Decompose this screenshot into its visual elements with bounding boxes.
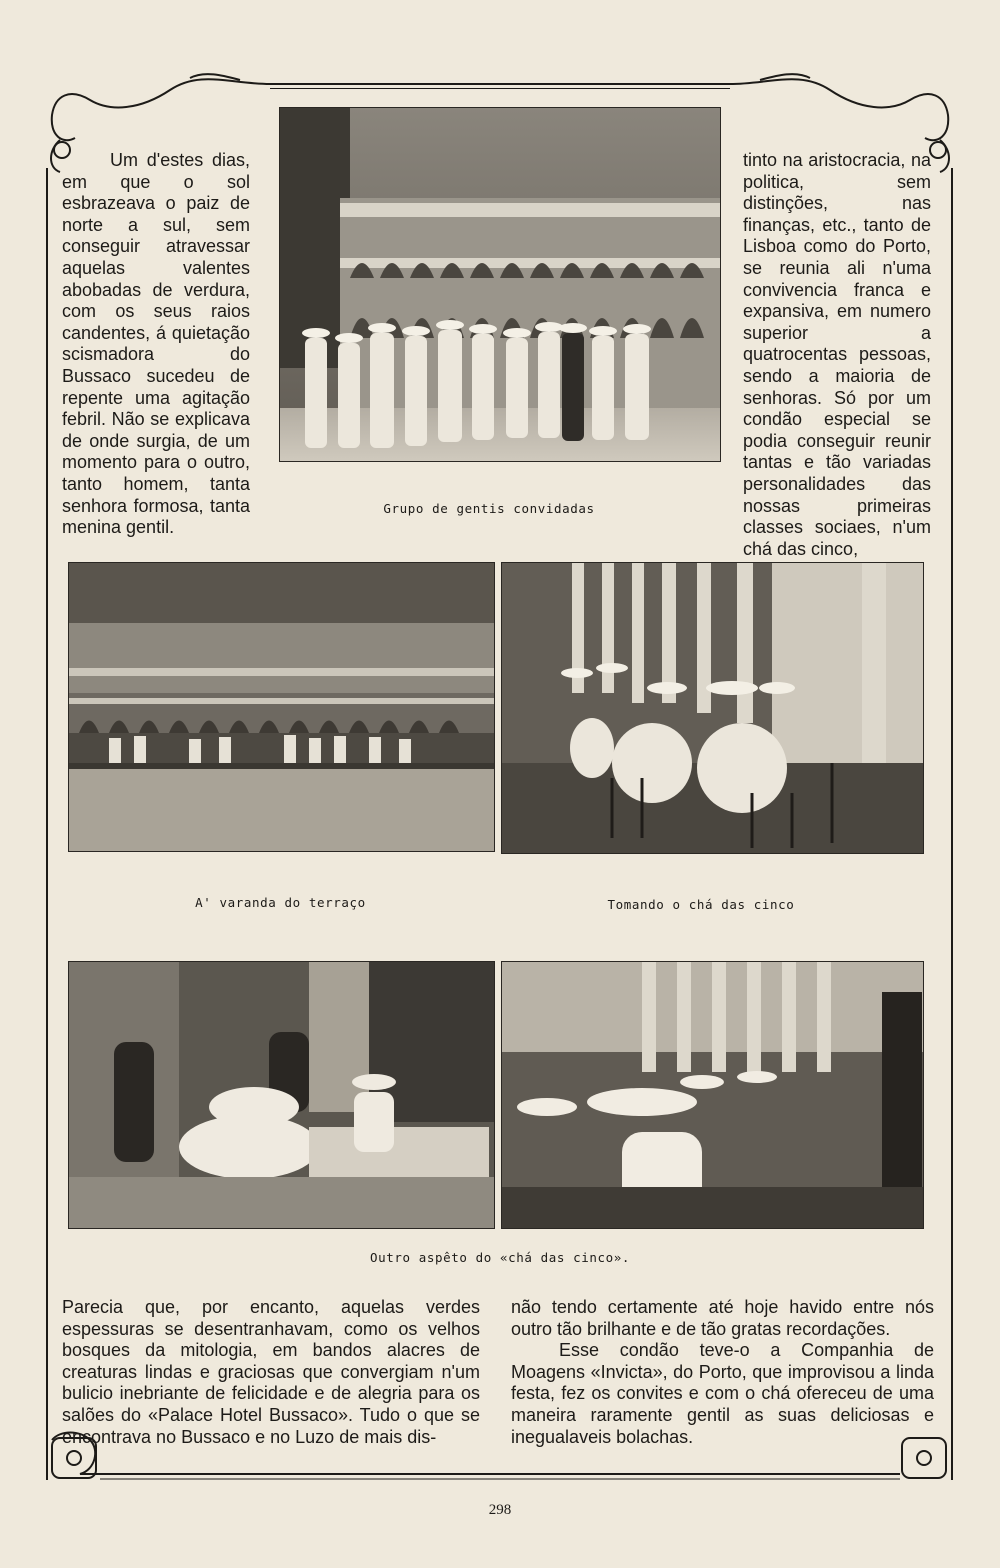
page-number: 298 — [488, 1502, 512, 1518]
photo-other-aspect-left — [68, 961, 495, 1229]
photo-other-aspect-left-image — [69, 962, 494, 1228]
photo-terrace-veranda-image — [69, 563, 494, 851]
caption-photo-1: Grupo de gentis convidadas — [383, 501, 595, 516]
photo-group-of-guests — [279, 107, 721, 462]
column-right-bottom — [511, 1297, 934, 1448]
photo-group-of-guests-image — [280, 108, 720, 461]
paragraph: Um d'estes dias, em que o sol esbrazeava o paiz de norte a sul, sem conseguir atravessar aquelas valentes abobadas de verdura, com os seus raios candentes, á quietação scismadora do Bussaco sucedeu de repente uma agitação febril. Não se explicava de onde surgia, de um momento para o outro, tanto homem, tanta senhora formosa, tanta menina gentil. — [62, 150, 250, 538]
photo-other-aspect-right-image — [502, 962, 923, 1228]
photo-terrace-veranda — [68, 562, 495, 852]
photo-taking-tea — [501, 562, 924, 854]
paragraph: tinto na aristocracia, na politica, sem distinções, nas finanças, etc., tanto de Lisboa como do Porto, se reunia ali n'uma convivencia franca e expansiva, em numero superior a quatrocentas pessoas, sendo a maioria de senhoras. Só por um condão especial se podia conseguir reunir tantas e tão variadas personalidades das nossas primeiras classes sociaes, n'um chá das cinco, — [743, 150, 931, 559]
column-left-bottom — [62, 1297, 480, 1448]
caption-photo-2: A' varanda do terraço — [195, 895, 366, 910]
paragraph: não tendo certamente até hoje havido entre nós outro tão brilhante e de tão gratas recordações. — [511, 1297, 934, 1339]
paragraph: Parecia que, por encanto, aquelas verdes espessuras se desentranhavam, como os velhos bosques da mitologia, em bandos alacres de creaturas lindas e graciosas que convergiam n'um bulicio inebriante de felicidade e de alegria para os salões do «Palace Hotel Bussaco». Tudo o que se encontrava no Bussaco e no Luzo de mais dis- — [62, 1297, 480, 1447]
caption-photo-3: Tomando o chá das cinco — [607, 897, 795, 912]
photo-other-aspect-right — [501, 961, 924, 1229]
photo-taking-tea-image — [502, 563, 923, 853]
column-right-top — [743, 150, 931, 560]
paragraph: Esse condão teve-o a Companhia de Moagens «Invicta», do Porto, que improvisou a linda festa, fez os convites e com o chá ofereceu de uma maneira raramente gentil as suas deliciosas e inegualaveis bolachas. — [511, 1340, 934, 1447]
caption-photo-4-5: Outro aspêto do «chá das cinco». — [369, 1250, 631, 1265]
column-left-top — [62, 150, 250, 539]
